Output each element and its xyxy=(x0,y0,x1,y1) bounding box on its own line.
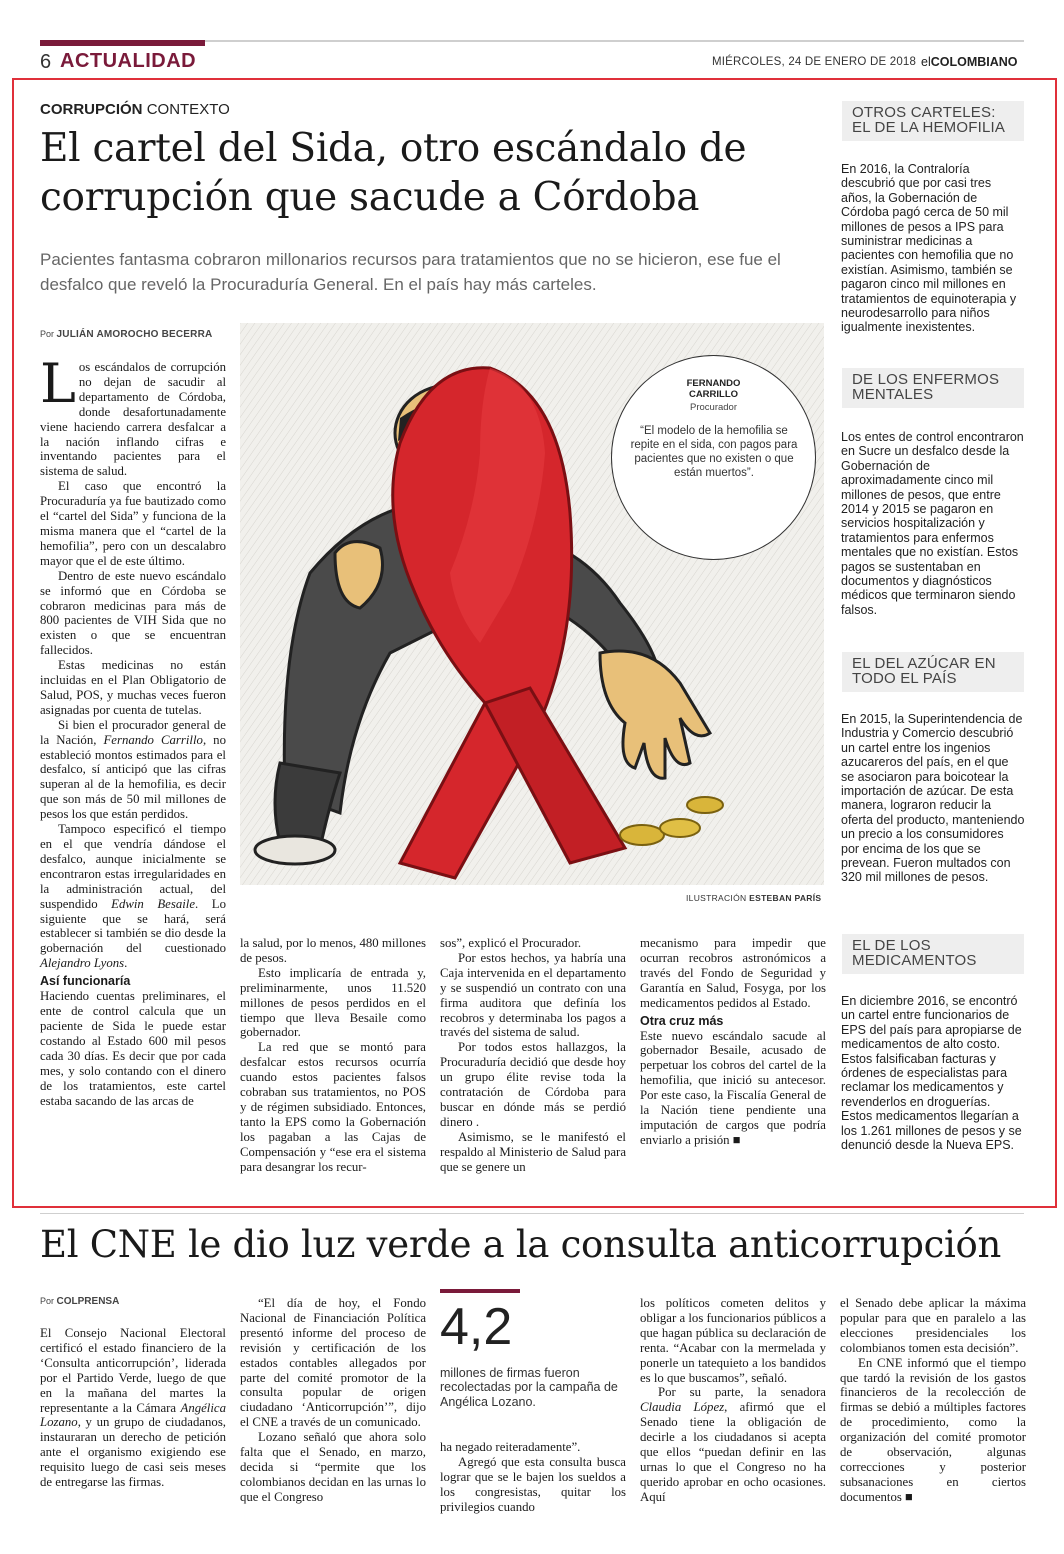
page-number: 6 xyxy=(40,51,52,73)
col2-paragraph-3: La red que se montó para desfalcar estos recursos ocurría cuando estos pacientes falsos cobraban sus tratamientos, no POS y de régimen subsidiado. Entonces, tanto la EPS como la Gobernación los pagaban a las Cajas de Compensación y “ese era el sistema para desangrar los recur- xyxy=(240,1040,426,1174)
col1-paragraph-2: El caso que encontró la Procuraduría ya fue bautizado como el “cartel del Sida” y funciona de la misma manera que el “cartel de la hemofilia”, pero con un descalabro mayor que el de este último. xyxy=(40,479,226,568)
sidebar-body-azucar: En 2015, la Superintendencia de Industria y Comercio descubrió un cartel entre los ingenios azucareros del país, en el que se asociaron para boicotear la importación de azúcar. De esta manera, lograron reducir la oferta del producto, manteniendo un precio a los consumidores por encima de los que se prevean. Fueron multados con 320 mil millones de pesos. xyxy=(841,712,1025,885)
a2-col3-paragraph-1: ha negado reiteradamente”. xyxy=(440,1440,581,1454)
a2-col2-paragraph-1: “El día de hoy, el Fondo Nacional de Financiación Política presentó informe del proceso de revisión y certificación de los estados contables allegados por parte del comité promotor de la consulta popular de origen ciudadano ‘Anticorrupción’”, dijo el CNE a través de un comunicado. xyxy=(240,1296,426,1430)
article2-headline: El CNE le dio luz verde a la consulta anticorrupción xyxy=(40,1223,1002,1266)
col4-paragraph-1: mecanismo para impedir que ocurran recobros astronómicos a través del Fondo de Seguridad y Garantía en Salud, Fosyga, por los medicamentos pedidos al Estado. xyxy=(640,936,826,1010)
sidebar-title-azucar: EL DEL AZÚCAR EN TODO EL PAÍS xyxy=(842,652,1024,692)
byline-author: JULIÁN AMOROCHO BECERRA xyxy=(56,329,213,340)
stat-number: 4,2 xyxy=(440,1298,513,1356)
col1-paragraph-6: Tampoco especificó el tiempo en el que vendría dándose el desfalco, aunque inicialmente se encontraron estas irregularidades en la administración actual, del suspendido Edwin Besaile. Lo siguiente que se hará, será establecer si también se dio desde la gobernación del cuestionado Alejandro Lyons. xyxy=(40,822,226,971)
col1-paragraph-4: Estas medicinas no están incluidas en el Plan Obligatorio de Salud, POS, y muchas veces fueron asignadas por cuenta de tutelas. xyxy=(40,658,226,717)
newspaper-brand xyxy=(921,55,1018,69)
article-column-2 xyxy=(240,936,426,1175)
col1-subhead: Así funcionaría xyxy=(40,974,131,989)
brand-prefix: el xyxy=(921,55,931,69)
article-deck: Pacientes fantasma cobraron millonarios recursos para tratamientos que no se hicieron, ese fue el desfalco que reveló la Procuraduría General. En el país hay más carteles. xyxy=(40,250,781,294)
article-column-1 xyxy=(40,352,226,1108)
section-accent-bar xyxy=(40,40,205,46)
quote-speaker: FERNANDO CARRILLO xyxy=(686,378,741,400)
a2-col4-paragraph-1: los políticos cometen delitos y obligar a los funcionarios públicos a que hagan pública su declaración de renta. “Acabar con la mermelada y ponerle un tatequieto a los bandidos es lo que buscamos”, señaló. xyxy=(640,1296,826,1385)
a2-col3-paragraph-2: Agregó que esta consulta busca lograr que se le bajen los sueldos a los congresistas, quitar los privilegios cuando xyxy=(440,1454,626,1514)
sidebar-title-enfermos-mentales: DE LOS ENFERMOS MENTALES xyxy=(842,368,1024,408)
article-headline: El cartel del Sida, otro escándalo de corrupción que sacude a Córdoba xyxy=(40,126,747,220)
quote-text: “El modelo de la hemofilia se repite en el sida, con pagos para pacientes que no existen o que están muertos”. xyxy=(630,425,798,479)
col3-paragraph-3: Por todos estos hallazgos, la Procuraduría decidió que desde hoy un grupo élite revise toda la contratación de Córdoba para buscar en dónde más se perdió dinero . xyxy=(440,1040,626,1129)
quote-role: Procurador xyxy=(690,402,737,413)
byline-prefix: Por xyxy=(40,329,55,339)
col3-paragraph-1: sos”, explicó el Procurador. xyxy=(440,936,582,950)
a2-col5-paragraph-2: En CNE informó que el tiempo que tardó la revisión de los gastos financieros de la recolección de firmas se debió a múltiples factores de procedimiento, como la organización del comité promotor de observación, algunas correcciones y posterior subsanaciones en ciertos documentos ■ xyxy=(840,1355,1026,1504)
a2-col1-paragraph: El Consejo Nacional Electoral certificó el estado financiero de la ‘Consulta anticorrupción’, liderada por el Partido Verde, luego de que en la mañana del martes la representante a la Cámara Angélica Lozano, y un grupo de ciudadanos, instauraran un derecho de petición ante el organismo exigiendo ese requisito luego de casi seis meses de entregarse las firmas. xyxy=(40,1326,226,1490)
stat-accent-bar xyxy=(440,1289,520,1293)
section-label: ACTUALIDAD xyxy=(60,50,197,72)
article-kicker xyxy=(40,101,230,118)
sidebar-body-medicamentos: En diciembre 2016, se encontró un cartel entre funcionarios de EPS del país para apropiarse de medicamentos de alto costo. Estos falsificaban facturas y órdenes de especialistas para reclamar los medicamentos y revenderlos en droguerías. Estos medicamentos llegarían a los 1.261 millones de pesos y se denunció desde la Nueva EPS. xyxy=(841,994,1022,1153)
date-line: MIÉRCOLES, 24 DE ENERO DE 2018 xyxy=(712,56,917,68)
article2-column-2 xyxy=(240,1296,426,1505)
article2-column-4 xyxy=(640,1296,826,1505)
sidebar-body-enfermos-mentales: Los entes de control encontraron en Sucre un desfalco desde la Gobernación de aproximadamente cinco mil millones de pesos, que entre 2014 y 2015 se pagaron en servicios hospitalización y tratamientos para enfermos mentales que no existían. Estos pagos se sustentaban en documentos y diagnósticos médicos que terminaron siendo falsos. xyxy=(841,430,1024,617)
col4-paragraph-2: Este nuevo escándalo sacude al gobernador Besaile, acusado de perpetuar los cobros del cartel de la hemofilia, que inició su antecesor. Por este caso, la Fiscalía General de la Nación tiene pendiente una imputación de cargos que podría enviarlo a prisión ■ xyxy=(640,1028,826,1147)
article2-column-5 xyxy=(840,1296,1026,1505)
col3-paragraph-2: Por estos hechos, ya habría una Caja intervenida en el departamento y se suspendió un contrato con una firma auditora que definía los recobros y determinaba los pagos a través del sistema de salud. xyxy=(440,950,626,1040)
col1-paragraph-5: Si bien el procurador general de la Nación, Fernando Carrillo, no estableció montos estimados para el desfalco, sí anticipó que las cifras superan al de la hemofilia, es decir que son más de 50 mil millones de pesos los que están perdidos. xyxy=(40,717,226,822)
col2-paragraph-1: la salud, por lo menos, 480 millones de pesos. xyxy=(240,936,426,965)
sidebar-title-medicamentos: EL DE LOS MEDICAMENTOS xyxy=(842,934,1024,974)
a2-col4-paragraph-2: Por su parte, la senadora Claudia López, afirmó que el Senado tiene la obligación de decirle a los ciudadanos si acepta que ellos “puedan definir en las urnas lo que el Congreso no ha querido aprobar en ocho ocasiones. Aquí xyxy=(640,1385,826,1504)
a2-col2-paragraph-2: Lozano señaló que ahora solo falta que el Senado, en marzo, decida si “permite que los colombianos decidan en las urnas lo que el Congreso xyxy=(240,1430,426,1504)
article-column-4 xyxy=(640,936,826,1148)
brand-name: COLOMBIANO xyxy=(930,55,1018,69)
stat-caption: millones de firmas fueron recolectadas por la campaña de Angélica Lozano. xyxy=(440,1366,618,1409)
kicker-topic: CORRUPCIÓN xyxy=(40,101,143,118)
drop-cap: L xyxy=(40,352,76,415)
illustration-credit: ILUSTRACIÓN ESTEBAN PARÍS xyxy=(686,893,822,903)
col1-paragraph-3: Dentro de este nuevo escándalo se informó que en Córdoba se cobraron medicinas para más de 800 pacientes de VIH Sida que no existen o que se encuentran fallecidos. xyxy=(40,568,226,658)
article-byline xyxy=(40,329,212,340)
article-column-3 xyxy=(440,936,626,1175)
col4-subhead: Otra cruz más xyxy=(640,1013,724,1028)
a2-col5-paragraph-1: el Senado debe aplicar la máxima popular para que en paralelo a las elecciones presidenciales los colombianos tomen esta decisión”. xyxy=(840,1296,1026,1355)
col1-paragraph-7: Haciendo cuentas preliminares, el ente de control calcula que un paciente de Sida le puede estar costando al Estado 600 mil pesos cada 30 días. Es decir que por cada mes, y solo contando con el dinero de los tratamientos, este cartel estaba sacando de las arcas de xyxy=(40,989,226,1108)
col3-paragraph-4: Asimismo, se le manifestó el respaldo al Ministerio de Salud para que se genere un xyxy=(440,1129,626,1174)
kicker-type: CONTEXTO xyxy=(146,101,230,118)
sidebar-title-hemofilia: OTROS CARTELES: EL DE LA HEMOFILIA xyxy=(842,101,1024,141)
col1-paragraph-1: Los escándalos de corrupción no dejan de sacudir al departamento de Córdoba, donde desafortunadamente viene haciendo carrera desfalcar a la nación inflando cifras e inventando pacientes para el sistema de salud. xyxy=(40,352,226,479)
article2-column-1 xyxy=(40,1326,226,1490)
article2-column-3 xyxy=(440,1440,626,1515)
col2-paragraph-2: Esto implicaría de entrada y, preliminarmente, unos 11.520 millones de pesos perdidos en el tiempo que lleva Besaile como gobernador. xyxy=(240,965,426,1040)
article-divider xyxy=(40,1213,1024,1214)
sidebar-body-hemofilia: En 2016, la Contraloría descubrió que por casi tres años, la Gobernación de Córdoba pagó cerca de 50 mil millones de pesos a IPS para suministrar medicinas a pacientes con hemofilia que no existían. Asimismo, también se pagaron cinco mil millones en tratamientos de equinoterapia y neurodesarrollo para niños igualmente inexistentes. xyxy=(841,162,1017,335)
article2-byline: Por COLPRENSA xyxy=(40,1296,120,1307)
